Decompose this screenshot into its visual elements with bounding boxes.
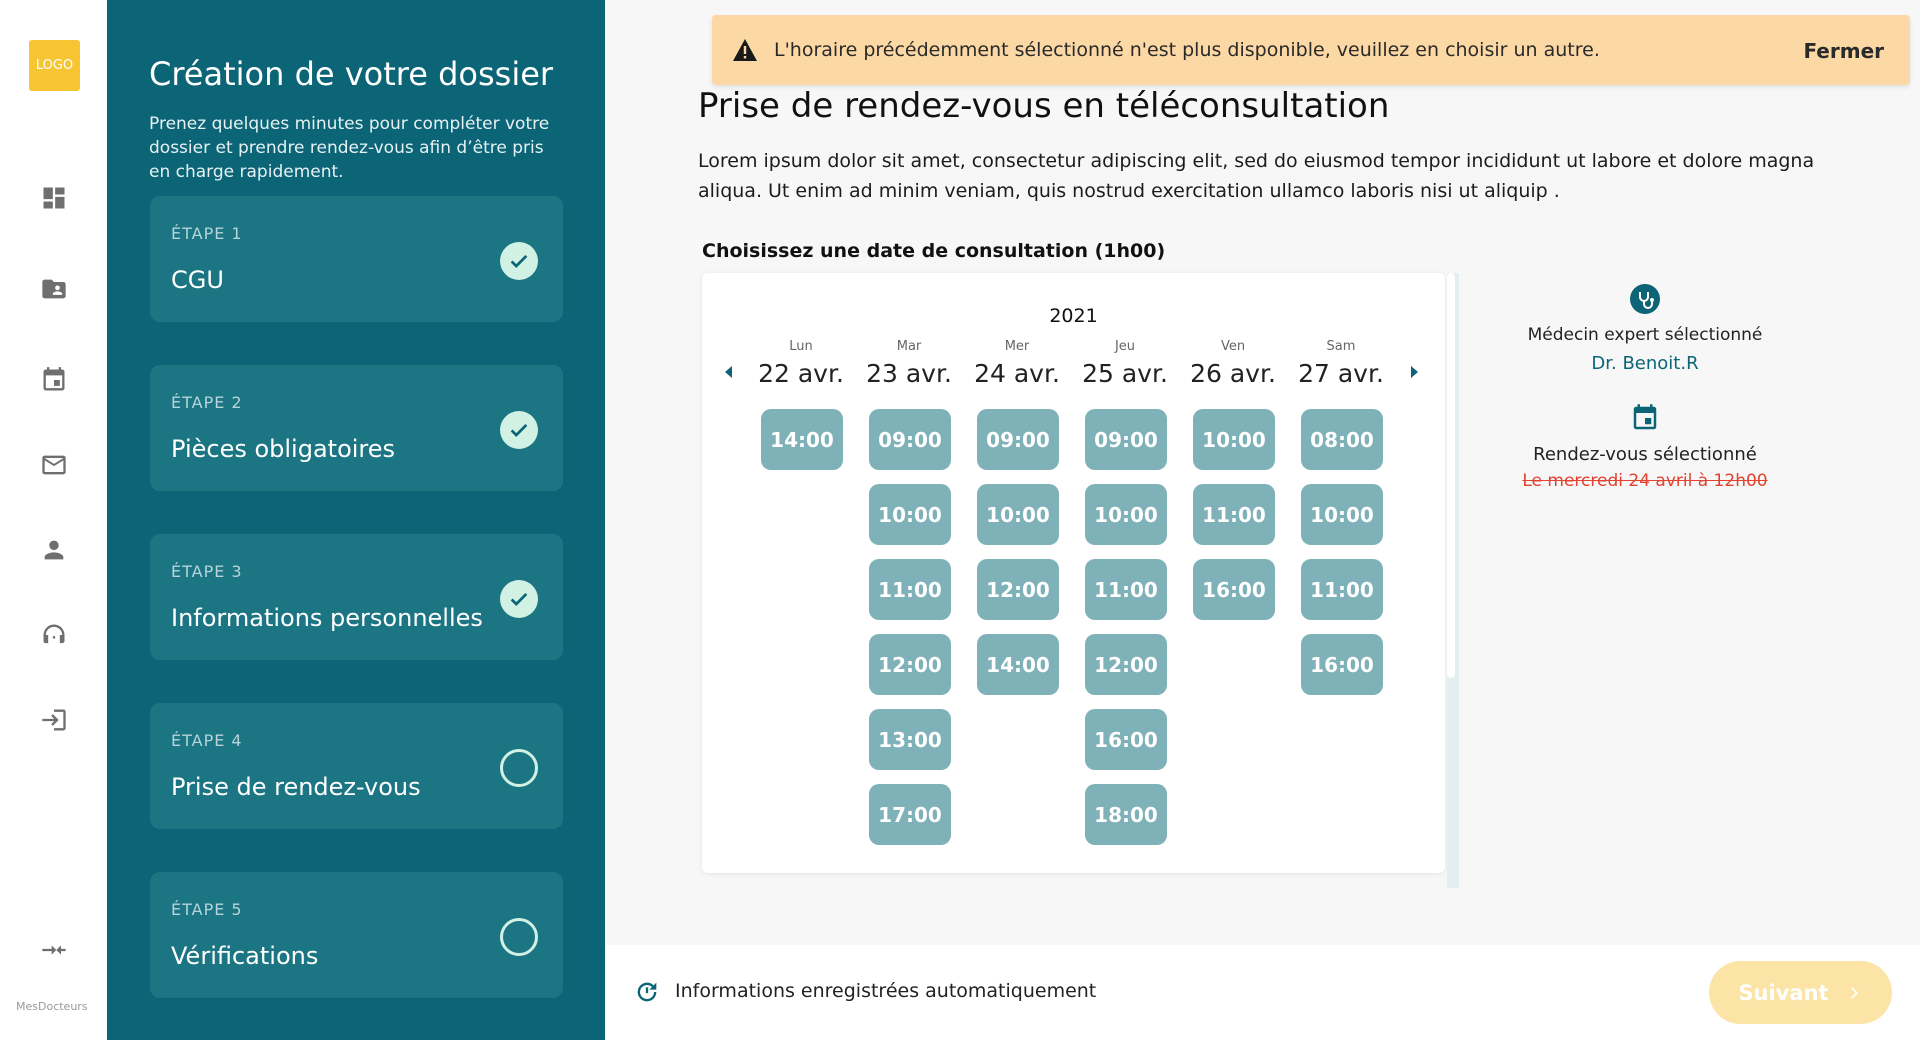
date-section-label: Choisissez une date de consultation (1h00) [702,240,1166,262]
steps-panel [107,0,605,1040]
panel-title: Création de votre dossier [149,55,554,93]
day-column-jeu [1075,339,1175,827]
day-date: 22 avr. [758,359,844,388]
time-slot[interactable]: 12:00 [869,634,951,695]
time-slot[interactable]: 12:00 [1085,634,1167,695]
time-slot[interactable]: 16:00 [1085,709,1167,770]
time-slot[interactable]: 11:00 [1085,559,1167,620]
calendar-icon[interactable] [36,362,72,398]
warning-icon [732,38,758,62]
day-date: 23 avr. [866,359,952,388]
selection-summary [1485,283,1805,491]
time-slot[interactable]: 16:00 [1301,634,1383,695]
appointment-value: Le mercredi 24 avril à 12h00 [1522,471,1768,491]
empty-circle-icon [500,749,538,787]
day-name: Jeu [1114,339,1136,354]
day-name: Lun [789,339,813,354]
day-column-lun [751,339,851,452]
step-label: Prise de rendez-vous [171,773,421,801]
time-slot[interactable]: 10:00 [1193,409,1275,470]
time-slot[interactable]: 10:00 [869,484,951,545]
day-date: 27 avr. [1298,359,1384,388]
day-date: 24 avr. [974,359,1060,388]
main-content [605,0,1920,1040]
time-slot[interactable]: 14:00 [977,634,1059,695]
day-column-ven [1183,339,1283,602]
day-name: Ven [1220,339,1246,354]
step-number: ÉTAPE 1 [171,224,243,243]
app-logo[interactable]: LOGO [29,40,80,91]
day-column-mer [967,339,1067,677]
time-slot[interactable]: 08:00 [1301,409,1383,470]
day-name: Mar [896,339,922,354]
login-icon[interactable] [36,702,72,738]
time-slot[interactable]: 14:00 [761,409,843,470]
chevron-right-icon [1847,985,1863,1001]
slot-calendar [702,273,1445,873]
step-label: Vérifications [171,942,319,970]
calendar-scrollbar[interactable] [1447,273,1459,888]
time-slot[interactable]: 09:00 [869,409,951,470]
dashboard-icon[interactable] [36,180,72,216]
panel-description: Prenez quelques minutes pour compléter votre dossier et prendre rendez-vous afin d’être pris en charge rapidement. [149,114,550,182]
icon-rail [0,0,107,1040]
day-date: 25 avr. [1082,359,1168,388]
mail-icon[interactable] [36,447,72,483]
day-name: Mer [1004,339,1030,354]
step-card-2[interactable] [150,365,563,491]
next-button-label: Suivant [1738,980,1829,1005]
check-icon [500,242,538,280]
time-slot[interactable]: 17:00 [869,784,951,845]
warning-alert [712,15,1910,85]
step-card-3[interactable] [150,534,563,660]
step-card-5[interactable] [150,872,563,998]
appointment-label: Rendez-vous sélectionné [1533,444,1757,465]
day-column-mar [859,339,959,827]
doctor-name: Dr. Benoit.R [1591,353,1699,374]
step-card-4[interactable] [150,703,563,829]
alert-message: L'horaire précédemment sélectionné n'est plus disponible, veuillez en choisir un autre. [774,39,1600,61]
step-number: ÉTAPE 5 [171,900,243,919]
stethoscope-icon [1629,283,1661,315]
next-week-arrow-icon[interactable] [1405,363,1423,381]
time-slot[interactable]: 09:00 [1085,409,1167,470]
check-icon [500,411,538,449]
time-slot[interactable]: 10:00 [1085,484,1167,545]
scrollbar-thumb[interactable] [1447,273,1455,678]
page-description: Lorem ipsum dolor sit amet, consectetur adipiscing elit, sed do eiusmod tempor incididunt ut labore et dolore magna aliqua. Ut enim ad minim veniam, quis nostrud exercitation ullamco laboris nisi ut aliquip . [698,150,1815,202]
time-slot[interactable]: 10:00 [977,484,1059,545]
step-label: CGU [171,266,224,294]
time-slot[interactable]: 11:00 [869,559,951,620]
collapse-icon[interactable] [36,932,72,968]
time-slot[interactable]: 16:00 [1193,559,1275,620]
time-slot[interactable]: 13:00 [869,709,951,770]
step-number: ÉTAPE 2 [171,393,243,412]
step-number: ÉTAPE 3 [171,562,243,581]
check-icon [500,580,538,618]
calendar-year: 2021 [1049,305,1098,327]
support-agent-icon[interactable] [36,617,72,653]
autosave-icon [633,978,661,1006]
step-card-1[interactable] [150,196,563,322]
time-slot[interactable]: 09:00 [977,409,1059,470]
time-slot[interactable]: 10:00 [1301,484,1383,545]
doctor-label: Médecin expert sélectionné [1527,325,1763,345]
day-name: Sam [1326,339,1356,354]
step-label: Informations personnelles [171,604,483,632]
page-title: Prise de rendez-vous en téléconsultation [698,86,1390,126]
footer-bar [605,945,1920,1040]
time-slot[interactable]: 12:00 [977,559,1059,620]
person-icon[interactable] [36,532,72,568]
step-label: Pièces obligatoires [171,435,396,463]
time-slot[interactable]: 11:00 [1301,559,1383,620]
prev-week-arrow-icon[interactable] [720,363,738,381]
day-column-sam [1291,339,1391,677]
next-button[interactable] [1709,961,1892,1024]
folder-user-icon[interactable] [36,271,72,307]
step-number: ÉTAPE 4 [171,731,243,750]
brand-name: MesDocteurs [16,1000,88,1013]
time-slot[interactable]: 11:00 [1193,484,1275,545]
autosave-text: Informations enregistrées automatiquement [675,980,1097,1002]
calendar-event-icon [1629,402,1661,434]
empty-circle-icon [500,918,538,956]
time-slot[interactable]: 18:00 [1085,784,1167,845]
day-date: 26 avr. [1190,359,1276,388]
alert-close-button[interactable]: Fermer [1803,39,1884,63]
